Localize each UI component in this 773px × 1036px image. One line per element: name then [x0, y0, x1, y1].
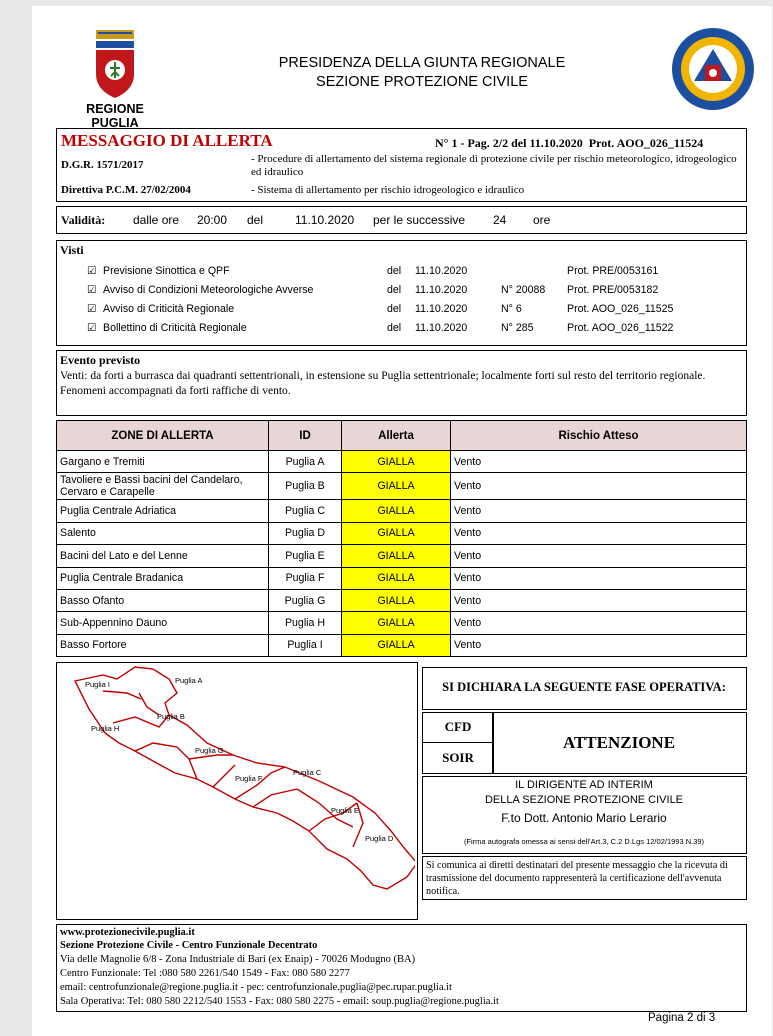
validity-hours: 24 [493, 213, 507, 227]
zone-id-cell: Puglia C [269, 500, 342, 522]
zone-risk-cell: Vento [451, 634, 747, 656]
validity-box [56, 206, 747, 234]
table-row [57, 500, 747, 522]
zone-risk-cell: Vento [451, 473, 747, 500]
region-name: REGIONE PUGLIA [86, 102, 144, 130]
visti-item-name: Bollettino di Criticità Regionale [103, 322, 247, 334]
visti-check-icon: ☑ [87, 303, 97, 315]
zone-name-cell: Salento [57, 522, 269, 544]
page-header-title [252, 54, 592, 92]
zone-alert-cell: GIALLA [342, 634, 451, 656]
zone-name-cell: Puglia Centrale Bradanica [57, 567, 269, 589]
validity-from-label: dalle ore [133, 213, 180, 227]
footer-section: Sezione Protezione Civile - Centro Funzionale Decentrato [60, 940, 318, 951]
visti-item-number: N° 6 [501, 303, 522, 315]
alert-reference: N° 1 - Pag. 2/2 del 11.10.2020 Prot. AOO_026_11524 [435, 136, 704, 150]
visti-item-number: N° 20088 [501, 284, 546, 296]
map-zone-label: Puglia B [157, 712, 185, 721]
zone-alert-cell: GIALLA [342, 473, 451, 500]
regione-puglia-crest-icon [60, 24, 170, 104]
zone-name-cell: Gargano e Tremiti [57, 451, 269, 473]
visti-item-name: Previsione Sinottica e QPF [103, 265, 230, 277]
zone-name-cell: Sub-Appennino Dauno [57, 612, 269, 634]
visti-check-icon: ☑ [87, 265, 97, 277]
visti-item-del: del [387, 303, 402, 315]
table-header-row [57, 421, 747, 451]
col-alert-header: Allerta [342, 421, 451, 451]
visti-item-prot: Prot. PRE/0053161 [567, 265, 659, 277]
header-line-1: PRESIDENZA DELLA GIUNTA REGIONALE [278, 55, 566, 71]
table-row [57, 589, 747, 611]
footer-email: email: centrofunzionale@regione.puglia.it - pec: centrofunzionale.puglia@pec.rupar.puglia.it [60, 982, 452, 993]
signature-name: F.to Dott. Antonio Mario Lerario [501, 811, 667, 825]
map-zone-label: Puglia E [331, 806, 359, 815]
table-row [57, 451, 747, 473]
visti-item-date: 11.10.2020 [415, 265, 468, 277]
table-row [57, 522, 747, 544]
alert-header-box [56, 128, 747, 202]
visti-item-number: N° 285 [501, 322, 534, 334]
signature-line-1: IL DIRIGENTE AD INTERIM [515, 779, 653, 791]
visti-item-prot: Prot. AOO_026_11525 [567, 303, 674, 315]
visti-check-icon: ☑ [87, 284, 97, 296]
col-id-header: ID [269, 421, 342, 451]
alert-zones-table [56, 420, 747, 657]
directive-text: - Sistema di allertamento per rischio idrogeologico e idraulico [251, 184, 525, 196]
zone-id-cell: Puglia A [269, 451, 342, 473]
visti-item-prot: Prot. AOO_026_11522 [567, 322, 674, 334]
dgr-text: - Procedure di allertamento del sistema regionale di protezione civile per rischio meteorologico, idrogeologico ed idraulico [251, 153, 737, 178]
validity-date: 11.10.2020 [295, 213, 355, 227]
footer-box [56, 924, 747, 1012]
zone-id-cell: Puglia I [269, 634, 342, 656]
validity-hours-unit: ore [533, 213, 551, 227]
zone-risk-cell: Vento [451, 612, 747, 634]
validity-next-label: per le successive [373, 213, 466, 227]
zone-risk-cell: Vento [451, 522, 747, 544]
phase-title-box [422, 667, 747, 710]
zone-id-cell: Puglia H [269, 612, 342, 634]
visti-check-icon: ☑ [87, 322, 97, 334]
regione-puglia-logo [60, 24, 170, 130]
validity-time: 20:00 [197, 213, 228, 227]
map-zone-label: Puglia F [235, 774, 263, 783]
zone-name-cell: Tavoliere e Bassi bacini del Candelaro, Cervaro e Carapelle [57, 473, 269, 500]
zone-alert-cell: GIALLA [342, 612, 451, 634]
zone-risk-cell: Vento [451, 500, 747, 522]
protezione-civile-seal-icon [670, 26, 756, 112]
signature-box [422, 776, 747, 854]
visti-item-prot: Prot. PRE/0053182 [567, 284, 659, 296]
visti-item-name: Avviso di Condizioni Meteorologiche Avverse [103, 284, 314, 296]
soir-label: SOIR [442, 750, 474, 765]
zone-alert-cell: GIALLA [342, 522, 451, 544]
zone-id-cell: Puglia G [269, 589, 342, 611]
notice-text: Si comunica ai diretti destinatari del presente messaggio che la ricevuta di trasmissione del documento rappresenterà la certificazione dell'avvenuta notifica. [426, 860, 728, 897]
cfd-label: CFD [444, 719, 472, 734]
event-box [56, 350, 747, 416]
footer-website: www.protezionecivile.puglia.it [60, 927, 195, 938]
phase-value-box [492, 712, 747, 774]
document-page [32, 6, 772, 1036]
zone-risk-cell: Vento [451, 451, 747, 473]
dgr-label: D.G.R. 1571/2017 [61, 159, 144, 171]
visti-item-del: del [387, 284, 402, 296]
validity-del-label: del [247, 213, 264, 227]
zone-name-cell: Basso Fortore [57, 634, 269, 656]
table-row [57, 612, 747, 634]
header-line-2: SEZIONE PROTEZIONE CIVILE [316, 74, 528, 90]
phase-title: SI DICHIARA LA SEGUENTE FASE OPERATIVA: [442, 680, 726, 694]
footer-centro: Centro Funzionale: Tel :080 580 2261/540 1549 - Fax: 080 580 2277 [60, 968, 350, 979]
zone-alert-cell: GIALLA [342, 567, 451, 589]
zone-name-cell: Puglia Centrale Adriatica [57, 500, 269, 522]
protezione-civile-seal [670, 26, 756, 112]
map-zone-label: Puglia I [85, 680, 111, 689]
notice-box [422, 856, 747, 900]
map-zone-label: Puglia D [365, 834, 394, 843]
table-row [57, 634, 747, 656]
col-zone-header: ZONE DI ALLERTA [57, 421, 269, 451]
zone-id-cell: Puglia D [269, 522, 342, 544]
visti-item-date: 11.10.2020 [415, 303, 468, 315]
zone-id-cell: Puglia F [269, 567, 342, 589]
zone-name-cell: Basso Ofanto [57, 589, 269, 611]
col-risk-header: Rischio Atteso [451, 421, 747, 451]
signature-note: (Firma autografa omessa ai sensi dell’Art.3, C.2 D.Lgs 12/02/1993 N.39) [463, 837, 705, 846]
visti-item-name: Avviso di Criticità Regionale [103, 303, 235, 315]
visti-item-date: 11.10.2020 [415, 284, 468, 296]
alert-title: MESSAGGIO DI ALLERTA [61, 131, 273, 150]
footer-address: Via delle Magnolie 6/8 - Zona Industriale di Bari (ex Enaip) - 70026 Modugno (BA) [60, 954, 416, 965]
zone-alert-cell: GIALLA [342, 589, 451, 611]
map-zone-label: Puglia G [195, 746, 224, 755]
zone-alert-cell: GIALLA [342, 451, 451, 473]
table-row [57, 473, 747, 500]
phase-value: ATTENZIONE [562, 733, 676, 752]
visti-title: Visti [60, 243, 84, 257]
map-zone-label: Puglia C [293, 768, 322, 777]
zone-name-cell: Bacini del Lato e del Lenne [57, 545, 269, 567]
event-title: Evento previsto [60, 353, 141, 367]
signature-line-2: DELLA SEZIONE PROTEZIONE CIVILE [484, 794, 684, 806]
table-row [57, 567, 747, 589]
phase-labels-box [422, 712, 494, 774]
zone-risk-cell: Vento [451, 589, 747, 611]
validity-label: Validità: [61, 213, 106, 227]
zone-id-cell: Puglia E [269, 545, 342, 567]
directive-label: Direttiva P.C.M. 27/02/2004 [61, 184, 191, 196]
map-box [56, 662, 418, 920]
zone-alert-cell: GIALLA [342, 545, 451, 567]
visti-item-date: 11.10.2020 [415, 322, 468, 334]
footer-sala: Sala Operativa: Tel: 080 580 2212/540 1553 - Fax: 080 580 2275 - email: soup.puglia@regione.puglia.it [60, 996, 499, 1007]
visti-box [56, 240, 747, 346]
zone-risk-cell: Vento [451, 567, 747, 589]
zone-id-cell: Puglia B [269, 473, 342, 500]
map-zone-label: Puglia H [91, 724, 120, 733]
map-zone-label: Puglia A [175, 676, 203, 685]
event-text: Venti: da forti a burrasca dai quadranti settentrionali, in estensione su Puglia settentrionale; localmente forti sul resto del territorio regionale. Fenomeni accompagnati da forti raffiche di vento. [60, 370, 706, 397]
zone-alert-cell: GIALLA [342, 500, 451, 522]
zone-risk-cell: Vento [451, 545, 747, 567]
visti-item-del: del [387, 322, 402, 334]
puglia-alert-zones-map [57, 663, 415, 917]
table-row [57, 545, 747, 567]
page-number: Pagina 2 di 3 [648, 1012, 716, 1024]
visti-item-del: del [387, 265, 402, 277]
